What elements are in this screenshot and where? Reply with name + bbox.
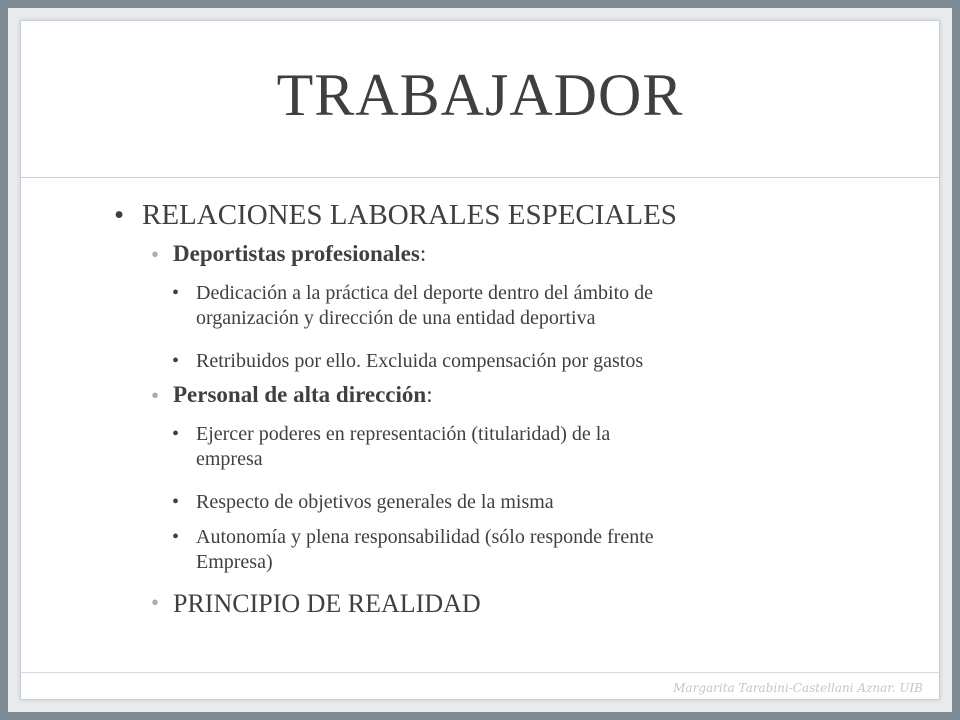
slide	[20, 20, 940, 700]
slide-title: TRABAJADOR	[276, 62, 684, 128]
g2-item-1-line1: Ejercer poderes en representación (titularidad) de la	[196, 423, 611, 445]
bullet-g2-3: •	[172, 526, 180, 548]
g2-item-3-line1: Autonomía y plena responsabilidad (sólo responde frente	[196, 526, 654, 548]
principle-realidad: PRINCIPIO DE REALIDAD	[173, 589, 481, 618]
title-divider	[21, 177, 939, 178]
bullet-principle: •	[151, 590, 160, 615]
bullet-g1-2: •	[172, 350, 180, 372]
bullet-g2-1: •	[172, 423, 180, 445]
bullet-heading: •	[114, 199, 125, 231]
slide-frame	[8, 8, 952, 712]
g2-item-3-line2: Empresa)	[196, 551, 273, 573]
g1-item-2: Retribuidos por ello. Excluida compensación por gastos	[196, 350, 644, 372]
bullet-g1-1: •	[172, 282, 180, 304]
bullet-group1: •	[151, 242, 160, 267]
g2-item-1-line2: empresa	[196, 448, 263, 470]
g2-item-2: Respecto de objetivos generales de la misma	[196, 491, 554, 513]
footer-divider	[21, 672, 939, 673]
group-deportistas: Deportistas profesionales:	[173, 241, 427, 266]
group-alta-direccion: Personal de alta dirección:	[173, 382, 433, 407]
bullet-group2: •	[151, 383, 160, 408]
g1-item-1-line2: organización y dirección de una entidad deportiva	[196, 307, 596, 329]
g1-item-1-line1: Dedicación a la práctica del deporte dentro del ámbito de	[196, 282, 654, 304]
footer-author: Margarita Tarabini-Castellani Aznar. UIB	[673, 681, 923, 695]
bullet-g2-2: •	[172, 491, 180, 513]
heading-relaciones: RELACIONES LABORALES ESPECIALES	[142, 199, 677, 231]
